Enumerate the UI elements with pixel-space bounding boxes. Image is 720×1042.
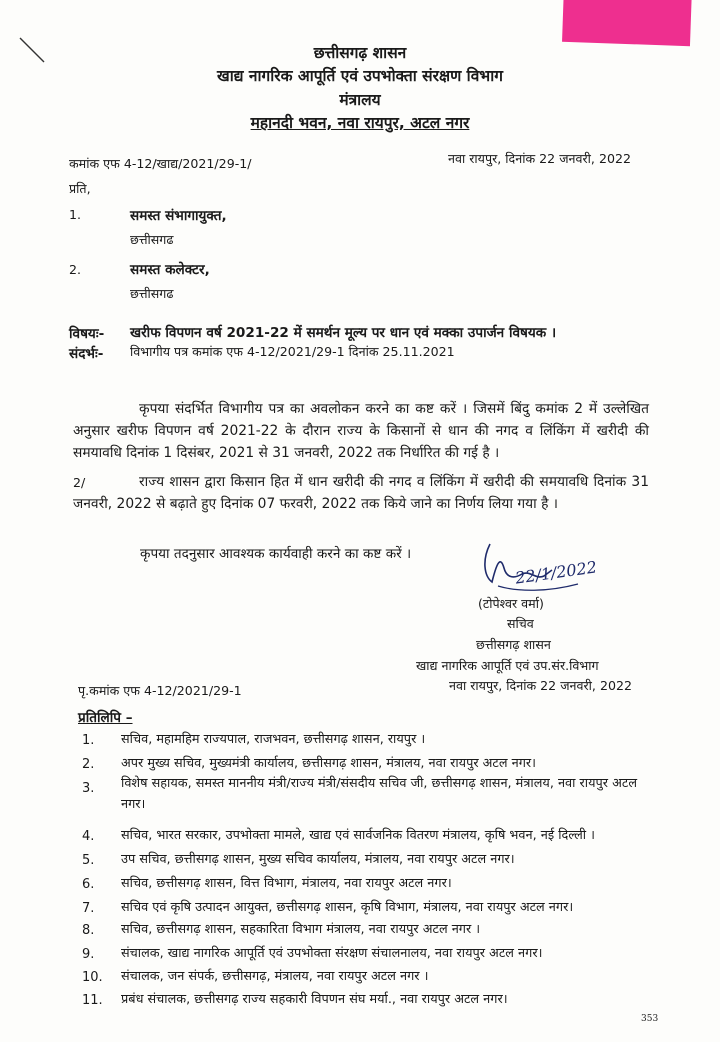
copy-number: 5. [82, 853, 95, 868]
letter-number: कमांक एफ 4-12/खाद्य/2021/29-1/ [69, 156, 252, 171]
copy-number: 6. [82, 877, 95, 892]
copy-recipient: संचालक, जन संपर्क, छत्तीसगढ़, मंत्रालय, नवा रायपुर अटल नगर । [121, 969, 429, 984]
recipient-name: समस्त कलेक्टर, [130, 262, 210, 278]
header-address: महानदी भवन, नवा रायपुर, अटल नगर [250, 114, 470, 132]
signatory-name: (टोपेश्वर वर्मा) [478, 596, 544, 611]
paragraph-number: 2/ [73, 475, 86, 490]
copy-recipient: विशेष सहायक, समस्त माननीय मंत्री/राज्य मंत्री/संसदीय सचिव जी, छत्तीसगढ़ शासन, मंत्रालय, नवा रायपुर अटल नगर। [121, 776, 637, 812]
copy-number: 7. [82, 901, 95, 916]
header-ministry: मंत्रालय [339, 91, 381, 109]
copy-number: 8. [82, 923, 95, 938]
signatory-designation: सचिव [507, 616, 534, 631]
copy-recipient: सचिव, महामहिम राज्यपाल, राजभवन, छत्तीसगढ़ शासन, रायपुर । [121, 732, 426, 747]
to-label: प्रति, [69, 181, 91, 196]
body-paragraph-2: राज्य शासन द्वारा किसान हित में धान खरीदी की नगद व लिंकिंग में खरीदी की समयावधि दिनांक 31 जनवरी, 2022 से बढ़ाते हुए दिनांक 07 फरवरी, 2022 तक किये जाने का निर्णय लिया गया है । [73, 474, 649, 512]
copy-to-heading: प्रतिलिपि – [78, 710, 133, 726]
header-department: खाद्य नागरिक आपूर्ति एवं उपभोक्ता संरक्षण विभाग [217, 67, 503, 85]
copy-number: 10. [82, 970, 103, 985]
copy-recipient: सचिव, छत्तीसगढ़ शासन, सहकारिता विभाग मंत्रालय, नवा रायपुर अटल नगर । [121, 922, 481, 937]
copy-number: 2. [82, 757, 95, 772]
copy-recipient: सचिव एवं कृषि उत्पादन आयुक्त, छत्तीसगढ़ शासन, कृषि विभाग, मंत्रालय, नवा रायपुर अटल नगर। [121, 900, 574, 915]
signatory-department: खाद्य नागरिक आपूर्ति एवं उप.संर.विभाग [416, 658, 599, 673]
copy-recipient: सचिव, छत्तीसगढ़ शासन, वित्त विभाग, मंत्रालय, नवा रायपुर अटल नगर। [121, 876, 452, 891]
copy-number: 3. [82, 781, 95, 796]
recipient-number: 1. [69, 207, 82, 222]
recipient-number: 2. [69, 262, 82, 277]
copy-number: 1. [82, 733, 95, 748]
pink-sticky-note [562, 0, 692, 46]
copy-number: 11. [82, 993, 103, 1008]
signature-date: 22/1/2022 [514, 557, 598, 588]
header-government: छत्तीसगढ़ शासन [313, 44, 407, 62]
copy-recipient: संचालक, खाद्य नागरिक आपूर्ति एवं उपभोक्ता संरक्षण संचालनालय, नवा रायपुर अटल नगर। [121, 946, 543, 961]
endorsement-place-date: नवा रायपुर, दिनांक 22 जनवरी, 2022 [449, 678, 632, 693]
recipient-place: छत्तीसगढ [130, 286, 174, 301]
copy-recipient: प्रबंध संचालक, छत्तीसगढ़ राज्य सहकारी विपणन संघ मर्या., नवा रायपुर अटल नगर। [121, 992, 508, 1007]
subject-text: खरीफ विपणन वर्ष 2021-22 में समर्थन मूल्य पर धान एवं मक्का उपार्जन विषयक । [130, 325, 557, 341]
page-number: 353 [641, 1014, 659, 1024]
copy-recipient: उप सचिव, छत्तीसगढ़ शासन, मुख्य सचिव कार्यालय, मंत्रालय, नवा रायपुर अटल नगर। [121, 852, 515, 867]
body-paragraph-1: कृपया संदर्भित विभागीय पत्र का अवलोकन करने का कष्ट करें । जिसमें बिंदु कमांक 2 में उल्लेखित अनुसार खरीफ विपणन वर्ष 2021-22 के दौरान राज्य के किसानों से धान की नगद व लिंकिंग में खरीदी की समयावधि दिनांक 1 दिसंबर, 2021 से 31 जनवरी, 2022 तक निर्धारित की गई है । [73, 401, 649, 461]
copy-recipient: सचिव, भारत सरकार, उपभोक्ता मामले, खाद्य एवं सार्वजनिक वितरण मंत्रालय, कृषि भवन, नई दिल्ली । [121, 828, 596, 843]
letter-place-date: नवा रायपुर, दिनांक 22 जनवरी, 2022 [448, 151, 631, 166]
recipient-place: छत्तीसगढ [130, 232, 174, 247]
endorsement-number: पृ.कमांक एफ 4-12/2021/29-1 [78, 683, 242, 698]
subject-label: विषयः- [69, 326, 105, 342]
reference-text: विभागीय पत्र कमांक एफ 4-12/2021/29-1 दिनांक 25.11.2021 [130, 344, 455, 359]
copy-number: 4. [82, 829, 95, 844]
recipient-name: समस्त संभागायुक्त, [130, 208, 227, 224]
copy-number: 9. [82, 947, 95, 962]
reference-label: संदर्भः- [69, 346, 104, 362]
copy-recipient: अपर मुख्य सचिव, मुख्यमंत्री कार्यालय, छत्तीसगढ़ शासन, मंत्रालय, नवा रायपुर अटल नगर। [121, 756, 537, 771]
signatory-government: छत्तीसगढ़ शासन [476, 637, 551, 652]
body-paragraph-3: कृपया तदनुसार आवश्यक कार्यवाही करने का कष्ट करें । [140, 546, 412, 562]
